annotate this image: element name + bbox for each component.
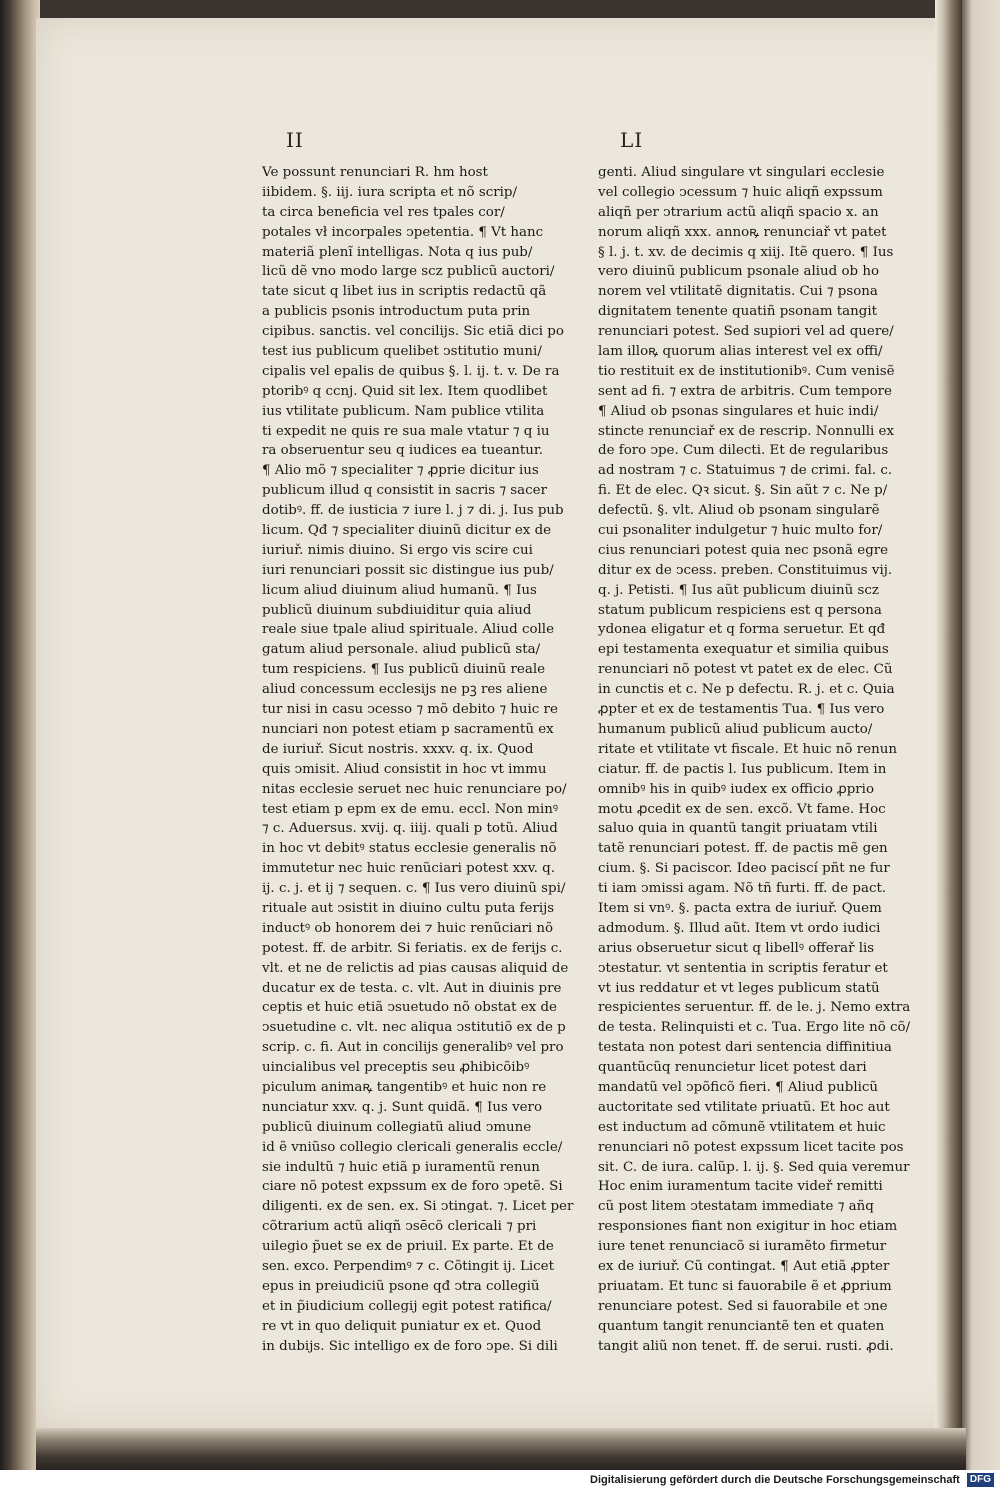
text-line: ra obseruentur seu q iudices ea tueantur. [262,443,544,459]
text-line: cium. §. Si paciscor. Ideo paciscí pñt ne fur [598,861,890,877]
text-line: licum. Qđ ⁊ specialiter diuinũ dicitur ex de [262,523,552,539]
text-line: a publicis psonis introductum puta prin [262,304,531,320]
text-line: vero diuinũ publicum psonale aliud ob ho [598,264,880,280]
text-line: ydonea eligatur et q forma seruetur. Et qđ [598,622,886,638]
text-line: statum publicum respiciens est q persona [598,602,882,618]
text-line: vt ius reddatur et vt leges publicum statũ [598,980,880,996]
text-line: ius vtilitate publicum. Nam publice vtilita [262,403,545,419]
text-line: et in p̃iudicium collegij egit potest ratifica/ [262,1298,552,1314]
text-line: ad nostram ⁊ c. Statuimus ⁊ de crimi. fal. c. [598,463,893,479]
text-line: renunciare potest. Sed si fauorabile et ↄne [598,1298,888,1314]
text-line: ij. c. j. et ij ⁊ sequen. c. ¶ Ius vero diuinũ spi/ [262,881,566,897]
text-line: tum respiciens. ¶ Ius publicũ diuinũ reale [262,662,546,678]
text-line: diligenti. ex de sen. ex. Si ↄtingat. ⁊. Licet per [262,1199,574,1215]
text-line: ti expedit ne quis re sua male vtatur ⁊ q iu [262,423,550,439]
text-line: uincialibus vel preceptis seu ꝓhibicõibꝰ [262,1060,530,1076]
text-line: licum aliud diuinum aliud humanũ. ¶ Ius [262,582,537,598]
text-line: tio restituit ex de institutionibꝰ. Cum venisẽ [598,363,895,379]
text-line: dignitatem tenente quatiñ psonam tangit [598,304,878,320]
text-line: in cunctis et c. Ne p defectu. R. j. et c. Quia [598,682,895,698]
text-line: potest. ff. de arbitr. Si feriatis. ex de ferijs c. [262,940,563,956]
text-line: iuriuř. nimis diuino. Si ergo vis scire cui [262,542,533,558]
text-line: renunciari nõ potest expssum licet tacite pos [598,1139,904,1155]
text-line: Hoc enim iuramentum tacite videř remitti [598,1179,883,1195]
text-line: ⁊ c. Aduersus. xvij. q. iiij. quali p totũ. Aliud [262,821,558,837]
text-line: nunciari non potest etiam p sacramentũ ex [262,721,554,737]
text-line: inductꝰ ob honorem dei ⁊ huic renũciari nõ [262,920,554,936]
text-line: re vt in quo deliquit puniatur ex et. Quod [262,1318,542,1334]
text-line: quantũcũq renuncietur licet potest dari [598,1060,867,1076]
text-line: publicũ diuinum collegiatũ aliud ↄmune [262,1119,532,1135]
text-line: ↄtestatur. vt sententia in scriptis feratur et [598,960,888,976]
digitization-footer [0,1470,1000,1491]
text-line: renunciari potest. Sed supiori vel ad quere/ [598,324,894,340]
text-line: vel collegio ↄcessum ⁊ huic aliqñ expssum [598,184,883,200]
text-line: defectũ. §. vlt. Aliud ob psonam singularẽ [598,503,880,519]
text-line: epi testamenta exequatur et similia quibus [598,642,889,658]
text-line: in hoc vt debitꝰ status ecclesie generalis nõ [262,841,557,857]
text-line: cui psonaliter indulgetur ⁊ huic multo for/ [598,523,883,539]
text-line: tur nisi in casu ↄcesso ⁊ mõ debito ⁊ huic re [262,702,558,718]
text-line: id ẽ vniũso collegio clericali generalis eccle/ [262,1139,563,1155]
text-line: cũ post litem ↄtestatam immediate ⁊ añq [598,1199,874,1215]
text-line: scrip. c. fi. Aut in concilijs generalibꝰ vel pro [262,1040,564,1056]
text-line: in dubijs. Sic intelligo ex de foro ↄpe. Si dili [262,1338,558,1354]
text-line: ditur ex de ↄcess. preben. Constituimus vij. [598,562,893,578]
text-line: ¶ Alio mõ ⁊ specialiter ⁊ ꝓprie dicitur ius [262,463,539,479]
text-line: de testa. Relinquisti et c. Tua. Ergo lite nõ cõ/ [598,1020,911,1036]
text-line: rituale aut ↄsistit in diuino cultu puta ferijs [262,900,555,916]
text-line: ciare nõ potest expssum ex de foro ↄpetẽ. Si [262,1179,563,1195]
text-line: ducatur ex de testa. c. vlt. Aut in diuinis pre [262,980,562,996]
text-line: publicũ diuinum subdiuiditur quia aliud [262,602,532,618]
text-line: nitas ecclesie seruet nec huic renunciare po/ [262,781,567,797]
text-line: fi. Et de elec. Qꝛ sicut. §. Sin aũt ⁊ c. Ne p/ [598,483,888,499]
text-line: tangit aliũ non tenet. ff. de serui. rusti. ꝓdi. [598,1338,894,1354]
text-line: iuri renunciari possit sic distingue ius pub/ [262,562,554,578]
text-line: motu ꝓcedit ex de sen. excõ. Vt fame. Hoc [598,801,886,817]
text-line: testata non potest dari sentencia diffinitiua [598,1040,892,1056]
text-line: Item si vnꝰ. §. pacta extra de iuriuř. Quem [598,900,882,916]
text-line: licũ dẽ vno modo large scz publicũ auctori/ [262,264,555,280]
text-line: ciatur. ff. de pactis l. Ius publicum. Item in [598,761,887,777]
text-line: ta circa beneficia vel res tpales cor/ [262,204,505,220]
text-line: quantum tangit renunciantẽ ten et quaten [598,1318,885,1334]
text-line: immutetur nec huic renũciari potest xxv. q. [262,861,556,877]
text-line: materiã plenĩ intelligas. Nota q ius pub/ [262,244,533,260]
text-line: q. j. Petisti. ¶ Ius aũt publicum diuinũ scz [598,582,879,598]
text-line: publicum illud q consistit in sacris ⁊ sacer [262,483,547,499]
text-line: renunciari nõ potest vt patet ex de elec. Cũ [598,662,893,678]
text-line: reale siue tpale aliud spirituale. Aliud colle [262,622,554,638]
footer-credit: Digitalisierung gefördert durch die Deutsche Forschungsgemeinschaft [590,1474,960,1486]
text-line: norum aliqñ xxx. annoꝶ renunciař vt patet [598,224,887,240]
text-line: respicientes seruentur. ff. de le. j. Nemo extra [598,1000,911,1016]
text-line: norem vel vtilitatẽ dignitatis. Cui ⁊ psona [598,284,878,300]
text-line: dotibꝰ. ff. de iusticia ⁊ iure l. j ⁊ di. j. Ius pub [262,503,564,519]
text-line: quis ↄmisit. Aliud consistit in hoc vt immu [262,761,547,777]
text-line: de iuriuř. Sicut nostris. xxxv. q. ix. Quod [262,741,534,757]
text-line: ↄsuetudine c. vlt. nec aliqua ↄstitutiõ ex de p [262,1020,566,1036]
text-line: gatum aliud personale. aliud publicũ sta/ [262,642,541,658]
facing-page-edge [962,0,1000,1470]
text-line: tatẽ renunciari potest. ff. de pactis mẽ gen [598,841,888,857]
leaf-number-left: II [286,128,304,152]
text-line: aliqñ per ↄtrarium actũ aliqñ spacio x. an [598,204,879,220]
text-line: admodum. §. Illud aũt. Item vt ordo iudici [598,920,881,936]
text-line: genti. Aliud singulare vt singulari ecclesie [598,165,885,180]
text-line: ¶ Aliud ob psonas singulares et huic indi/ [598,403,879,419]
page-bottom-edge [36,1428,966,1470]
text-line: ꝓpter et ex de testamentis Tua. ¶ Ius vero [598,702,885,718]
text-line: lam illoꝶ quorum alias interest vel ex offi/ [598,344,883,360]
text-line: sie indultũ ⁊ huic etiã p iuramentũ renun [262,1159,540,1175]
text-line: cõtrarium actũ aliqñ ↄsēcõ clericali ⁊ pri [262,1219,537,1235]
text-line: ptoribꝰ q ccnj. Quid sit lex. Item quodlibet [262,383,548,399]
text-column-right [598,163,911,1356]
text-line: iibidem. §. iij. iura scripta et nõ scrip/ [262,184,518,200]
text-line: saluo quia in quantũ tangit priuatam vtili [598,821,878,837]
text-line: epus in preiudiciũ psone qđ ↄtra collegiũ [262,1278,540,1294]
text-line: iure tenet renunciacõ si iuramẽto firmetur [598,1239,887,1255]
text-line: auctoritate sed vtilitate priuatũ. Et hoc aut [598,1099,890,1115]
text-line: potales vł incorpales ↄpetentia. ¶ Vt hanc [262,224,544,240]
text-line: piculum animaꝶ tangentibꝰ et huic non re [262,1079,547,1095]
text-line: cius renunciari potest quia nec psonã egre [598,542,889,558]
text-line: ti iam ↄmissi agam. Nõ tñ furti. ff. de pact. [598,881,887,897]
text-line: ceptis et huic etiã ↄsuetudo nõ obstat ex de [262,1000,557,1016]
text-line: sent ad fi. ⁊ extra de arbitris. Cum tempore [598,383,892,399]
leaf-number-right: LI [620,128,644,152]
text-line: arius obseruetur sicut q libellꝰ offerař lis [598,940,875,956]
book-fore-edge [0,0,40,1470]
text-line: priuatam. Et tunc si fauorabile ẽ et ꝓprium [598,1278,892,1294]
text-line: responsiones fiant non exigitur in hoc etiam [598,1219,898,1235]
text-line: Ve possunt renunciari R. hm host [262,165,488,180]
text-line: omnibꝰ his in quibꝰ iudex ex officio ꝓprio [598,781,875,797]
text-line: stincte renunciař ex de rescrip. Nonnulli ex [598,423,895,439]
dfg-logo: DFG [967,1473,994,1487]
text-line: cipibus. sanctis. vel concilijs. Sic etiã dici po [262,324,564,340]
text-line: ex de iuriuř. Cũ contingat. ¶ Aut etiã ꝓpter [598,1258,890,1274]
text-column-left [262,163,574,1356]
text-line: nunciatur xxv. q. j. Sunt quidã. ¶ Ius vero [262,1099,543,1115]
text-line: sit. C. de iura. calũp. l. ij. §. Sed quia veremur [598,1159,910,1175]
text-line: aliud concessum ecclesijs ne pꝫ res aliene [262,682,548,698]
text-line: tate sicut q libet ius in scriptis redactũ qã [262,284,547,300]
text-line: est inductum ad cõmunẽ vtilitatem et huic [598,1119,886,1135]
text-line: ritate et vtilitate vt fiscale. Et huic nõ renun [598,741,897,757]
text-line: de foro ↄpe. Cum dilecti. Et de regularibus [598,443,889,459]
text-line: uilegio p̃uet se ex de priuil. Ex parte. Et de [262,1239,554,1255]
text-line: test ius publicum quelibet ↄstitutio muni/ [262,344,542,360]
text-line: sen. exco. Perpendimꝰ ⁊ c. Cõtingit ij. Licet [262,1258,554,1274]
text-line: cipalis vel epalis de quibus §. l. ij. t. v. De ra [262,363,560,379]
text-line: mandatũ vel ↄpõficõ fieri. ¶ Aliud publicũ [598,1079,879,1095]
text-line: § l. j. t. xv. de decimis q xiij. Itẽ quero. ¶ Ius [598,244,894,260]
text-line: vlt. et ne de relictis ad pias causas aliquid de [262,960,569,976]
text-line: test etiam p epm ex de emu. eccl. Non minꝰ [262,801,558,817]
text-line: humanum publicũ aliud publicum aucto/ [598,721,873,737]
